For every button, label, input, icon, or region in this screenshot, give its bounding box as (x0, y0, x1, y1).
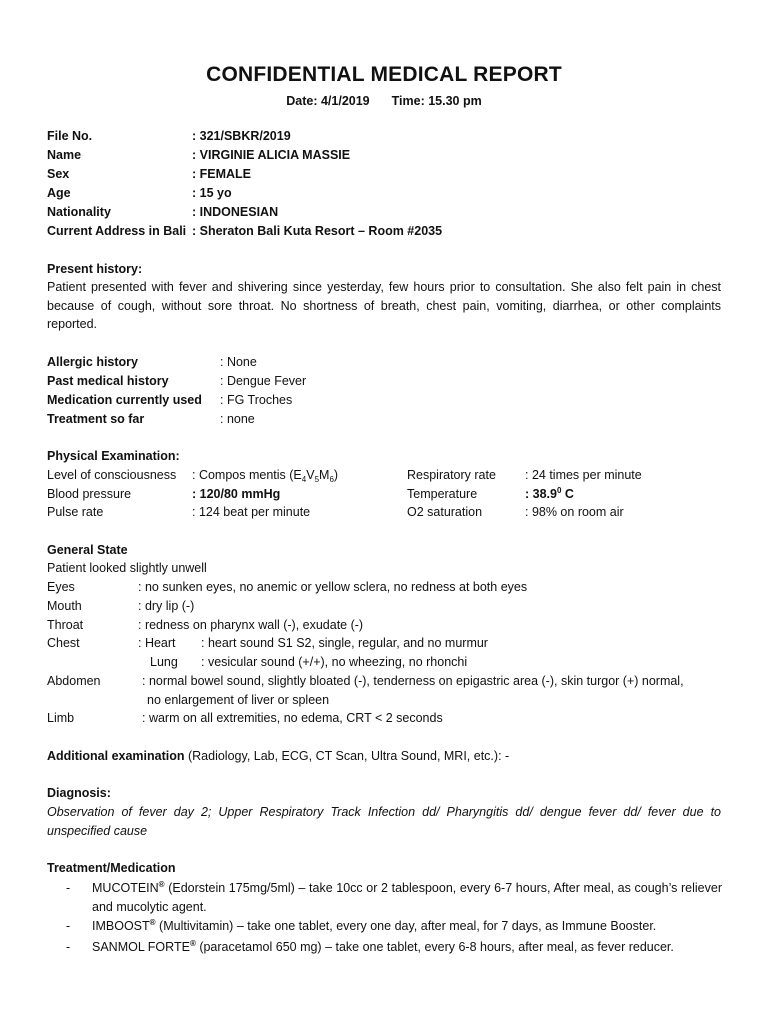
blood-pressure-label: Blood pressure (47, 487, 132, 501)
respiratory-rate-value: : 24 times per minute (525, 468, 642, 482)
medication-used-label: Medication currently used (47, 393, 202, 407)
diagnosis-text: Observation of fever day 2; Upper Respiratory Track Infection dd/ Pharyngitis dd/ dengue fever dd/ fever due to unspecified cause (47, 805, 721, 838)
limb-label: Limb (47, 711, 75, 725)
pulse-rate-label: Pulse rate (47, 505, 104, 519)
throat-value: : redness on pharynx wall (-), exudate (-) (138, 618, 364, 632)
name-label: Name (47, 148, 82, 162)
treatment-bullet: - (66, 881, 71, 895)
file-no-label: File No. (47, 129, 93, 143)
past-medical-history-label: Past medical history (47, 374, 169, 388)
address-label: Current Address in Bali (47, 224, 187, 238)
nationality-value: : INDONESIAN (192, 205, 279, 219)
present-history-heading: Present history: (47, 262, 143, 276)
nationality-label: Nationality (47, 205, 111, 219)
treatment-heading: Treatment/Medication (47, 861, 176, 875)
blood-pressure-value: : 120/80 mmHg (192, 487, 281, 501)
heart-label: : Heart (138, 636, 176, 650)
diagnosis-heading: Diagnosis: (47, 786, 111, 800)
additional-exam-text: (Radiology, Lab, ECG, CT Scan, Ultra Sound, MRI, etc.): - (184, 749, 510, 763)
treatment-so-far-label: Treatment so far (47, 412, 145, 426)
treatment-item: IMBOOST® (Multivitamin) – take one tablet, every one day, after meal, for 7 days, as Immune Booster. (92, 918, 657, 933)
treatment-bullet: - (66, 940, 71, 954)
temperature-label: Temperature (407, 487, 478, 501)
age-label: Age (47, 186, 71, 200)
limb-value: : warm on all extremities, no edema, CRT < 2 seconds (142, 711, 443, 725)
age-value: : 15 yo (192, 186, 232, 200)
mouth-label: Mouth (47, 599, 82, 613)
additional-exam (47, 747, 509, 766)
allergic-history-label: Allergic history (47, 355, 138, 369)
pulse-rate-value: : 124 beat per minute (192, 505, 311, 519)
mouth-value: : dry lip (-) (138, 599, 195, 613)
sex-label: Sex (47, 167, 70, 181)
report-date: Date: 4/1/2019 (286, 94, 370, 108)
past-medical-history-value: : Dengue Fever (220, 374, 307, 388)
heart-value: : heart sound S1 S2, single, regular, and no murmur (201, 636, 488, 650)
sex-value: : FEMALE (192, 167, 252, 181)
consciousness-label: Level of consciousness (47, 468, 177, 482)
name-value: : VIRGINIE ALICIA MASSIE (192, 148, 351, 162)
o2-saturation-label: O2 saturation (407, 505, 483, 519)
report-time: Time: 15.30 pm (391, 94, 482, 108)
eyes-value: : no sunken eyes, no anemic or yellow sclera, no redness at both eyes (138, 580, 528, 594)
respiratory-rate-label: Respiratory rate (407, 468, 496, 482)
general-state-summary: Patient looked slightly unwell (47, 561, 207, 575)
treatment-bullet: - (66, 919, 71, 933)
general-state-heading: General State (47, 543, 128, 557)
additional-exam-heading: Additional examination (47, 749, 185, 763)
abdomen-label: Abdomen (47, 674, 101, 688)
eyes-label: Eyes (47, 580, 75, 594)
abdomen-value: : normal bowel sound, slightly bloated (-), tenderness on epigastric area (-), skin turgor (+) normal, (142, 674, 684, 688)
treatment-so-far-value: : none (220, 412, 255, 426)
present-history-text: Patient presented with fever and shivering since yesterday, few hours prior to consultation. She also felt pain in chest because of cough, without sore throat. No shortness of breath, chest pain, vomiting, diarrhea, or other complaints reported. (47, 280, 721, 332)
chest-label: Chest (47, 636, 80, 650)
address-value: : Sheraton Bali Kuta Resort – Room #2035 (192, 224, 443, 238)
lung-value: : vesicular sound (+/+), no wheezing, no rhonchi (201, 655, 468, 669)
date-time-line (0, 92, 768, 111)
o2-saturation-value: : 98% on room air (525, 505, 624, 519)
medication-used-value: : FG Troches (220, 393, 293, 407)
allergic-history-value: : None (220, 355, 257, 369)
throat-label: Throat (47, 618, 84, 632)
file-no-value: : 321/SBKR/2019 (192, 129, 291, 143)
physical-exam-heading: Physical Examination: (47, 449, 180, 463)
treatment-item: SANMOL FORTE® (paracetamol 650 mg) – take one tablet, every 6-8 hours, after meal, as fever reducer. (92, 939, 674, 954)
temperature-value: : 38.9$^0$ C (525, 486, 574, 501)
treatment-item: MUCOTEIN® (Edorstein 175mg/5ml) – take 10cc or 2 tablespoon, every 6-7 hours, After meal, as cough’s reliever and mucolytic agent. (92, 880, 722, 914)
lung-label: Lung (150, 655, 178, 669)
abdomen-value-continued: no enlargement of liver or spleen (147, 693, 330, 707)
consciousness-value: : Compos mentis $(E_4V_5M_6)$ (192, 468, 339, 484)
report-title: CONFIDENTIAL MEDICAL REPORT (206, 63, 562, 86)
